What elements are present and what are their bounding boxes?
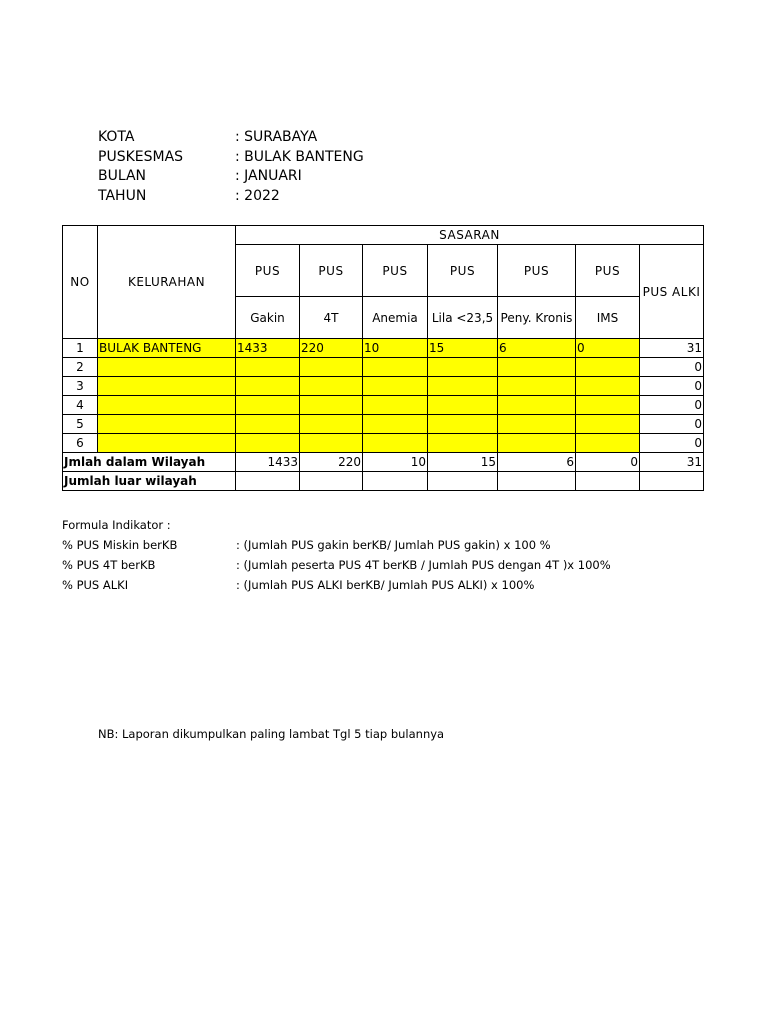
sasaran-table [62,225,704,491]
formula-value: : (Jumlah PUS ALKI berKB/ Jumlah PUS ALKI) x 100% [236,578,535,592]
formula-label: % PUS Miskin berKB [62,538,178,552]
formula-label: % PUS 4T berKB [62,558,156,572]
cell-ims[interactable] [576,358,640,377]
meta-label: KOTA [98,129,135,145]
cell-no: 5 [63,415,98,434]
cell-gakin[interactable] [236,358,300,377]
luar-lila [428,472,498,491]
cell-kronis[interactable]: 6 [498,339,576,358]
cell-anemia[interactable]: 10 [363,339,428,358]
cell-ims[interactable] [576,415,640,434]
cell-gakin[interactable]: 1433 [236,339,300,358]
cell-gakin[interactable] [236,434,300,453]
luar-ims [576,472,640,491]
cell-kelurahan[interactable] [98,377,236,396]
formula-item [62,575,611,595]
cell-kronis[interactable] [498,377,576,396]
cell-no: 6 [63,434,98,453]
cell-kelurahan[interactable] [98,434,236,453]
formula-item [62,535,611,555]
cell-alki: 0 [640,358,704,377]
luar-alki [640,472,704,491]
formula-value: : (Jumlah peserta PUS 4T berKB / Jumlah PUS dengan 4T )x 100% [236,558,611,572]
total-4t: 220 [300,453,363,472]
total-kronis: 6 [498,453,576,472]
meta-label: PUSKESMAS [98,148,184,165]
header-sasaran: SASARAN [236,226,704,245]
meta-label: TAHUN [98,187,147,204]
cell-kelurahan[interactable] [98,396,236,415]
cell-kelurahan[interactable]: BULAK BANTENG [98,339,236,358]
cell-lila[interactable] [428,396,498,415]
cell-kelurahan[interactable] [98,358,236,377]
cell-4t[interactable] [300,434,363,453]
cell-4t[interactable] [300,396,363,415]
total-alki: 31 [640,453,704,472]
total-dalam-row [63,453,704,472]
meta-row-tahun [98,187,364,207]
cell-kronis[interactable] [498,415,576,434]
cell-gakin[interactable] [236,396,300,415]
cell-lila[interactable] [428,415,498,434]
cell-no: 4 [63,396,98,415]
header-pus: PUS [576,245,640,297]
cell-gakin[interactable] [236,377,300,396]
total-gakin: 1433 [236,453,300,472]
header-pus: PUS [428,245,498,297]
total-lila: 15 [428,453,498,472]
meta-value: : SURABAYA [235,129,318,145]
meta-label: BULAN [98,168,147,184]
cell-kelurahan[interactable] [98,415,236,434]
header-pus: PUS [498,245,576,297]
cell-kronis[interactable] [498,434,576,453]
formula-label: % PUS ALKI [62,578,129,592]
table-row [63,358,704,377]
header-kelurahan: KELURAHAN [98,226,236,339]
cell-4t[interactable] [300,415,363,434]
formula-title: Formula Indikator : [62,518,171,532]
table-row [63,339,704,358]
luar-kronis [498,472,576,491]
cell-lila[interactable] [428,377,498,396]
cell-lila[interactable] [428,358,498,377]
report-meta [98,128,364,206]
header-pus: PUS [363,245,428,297]
cell-ims[interactable] [576,434,640,453]
cell-gakin[interactable] [236,415,300,434]
luar-4t [300,472,363,491]
table-row [63,396,704,415]
subheader-lila: Lila <23,5 [428,297,498,339]
luar-gakin [236,472,300,491]
cell-4t[interactable] [300,377,363,396]
luar-anemia [363,472,428,491]
subheader-4t: 4T [300,297,363,339]
cell-ims[interactable] [576,377,640,396]
meta-value: : JANUARI [235,168,302,184]
cell-ims[interactable] [576,396,640,415]
cell-4t[interactable]: 220 [300,339,363,358]
cell-anemia[interactable] [363,415,428,434]
cell-alki: 0 [640,377,704,396]
subheader-ims: IMS [576,297,640,339]
cell-alki: 31 [640,339,704,358]
table-row [63,415,704,434]
note: NB: Laporan dikumpulkan paling lambat Tgl 5 tiap bulannya [98,727,445,741]
table-row [63,377,704,396]
cell-anemia[interactable] [363,434,428,453]
cell-no: 2 [63,358,98,377]
header-pus: PUS [300,245,363,297]
formula-item [62,555,611,575]
total-anemia: 10 [363,453,428,472]
cell-kronis[interactable] [498,396,576,415]
cell-anemia[interactable] [363,358,428,377]
cell-lila[interactable]: 15 [428,339,498,358]
cell-4t[interactable] [300,358,363,377]
cell-kronis[interactable] [498,358,576,377]
cell-alki: 0 [640,396,704,415]
total-dalam-label: Jmlah dalam Wilayah [63,453,236,472]
total-ims: 0 [576,453,640,472]
subheader-kronis: Peny. Kronis [498,297,576,339]
cell-ims[interactable]: 0 [576,339,640,358]
meta-row-puskesmas [98,148,364,168]
formula-section [62,515,611,595]
cell-alki: 0 [640,434,704,453]
cell-anemia[interactable] [363,396,428,415]
cell-alki: 0 [640,415,704,434]
cell-anemia[interactable] [363,377,428,396]
header-no: NO [63,226,98,339]
meta-row-bulan [98,167,364,187]
subheader-gakin: Gakin [236,297,300,339]
cell-no: 1 [63,339,98,358]
cell-lila[interactable] [428,434,498,453]
cell-no: 3 [63,377,98,396]
meta-value: : 2022 [235,187,280,204]
header-pus: PUS [236,245,300,297]
meta-row-kota [98,128,364,148]
total-luar-label: Jumlah luar wilayah [63,472,236,491]
formula-value: : (Jumlah PUS gakin berKB/ Jumlah PUS gakin) x 100 % [236,538,551,552]
subheader-anemia: Anemia [363,297,428,339]
meta-value: : BULAK BANTENG [235,148,364,165]
total-luar-row [63,472,704,491]
header-pus-alki: PUS ALKI [640,245,704,339]
table-row [63,434,704,453]
